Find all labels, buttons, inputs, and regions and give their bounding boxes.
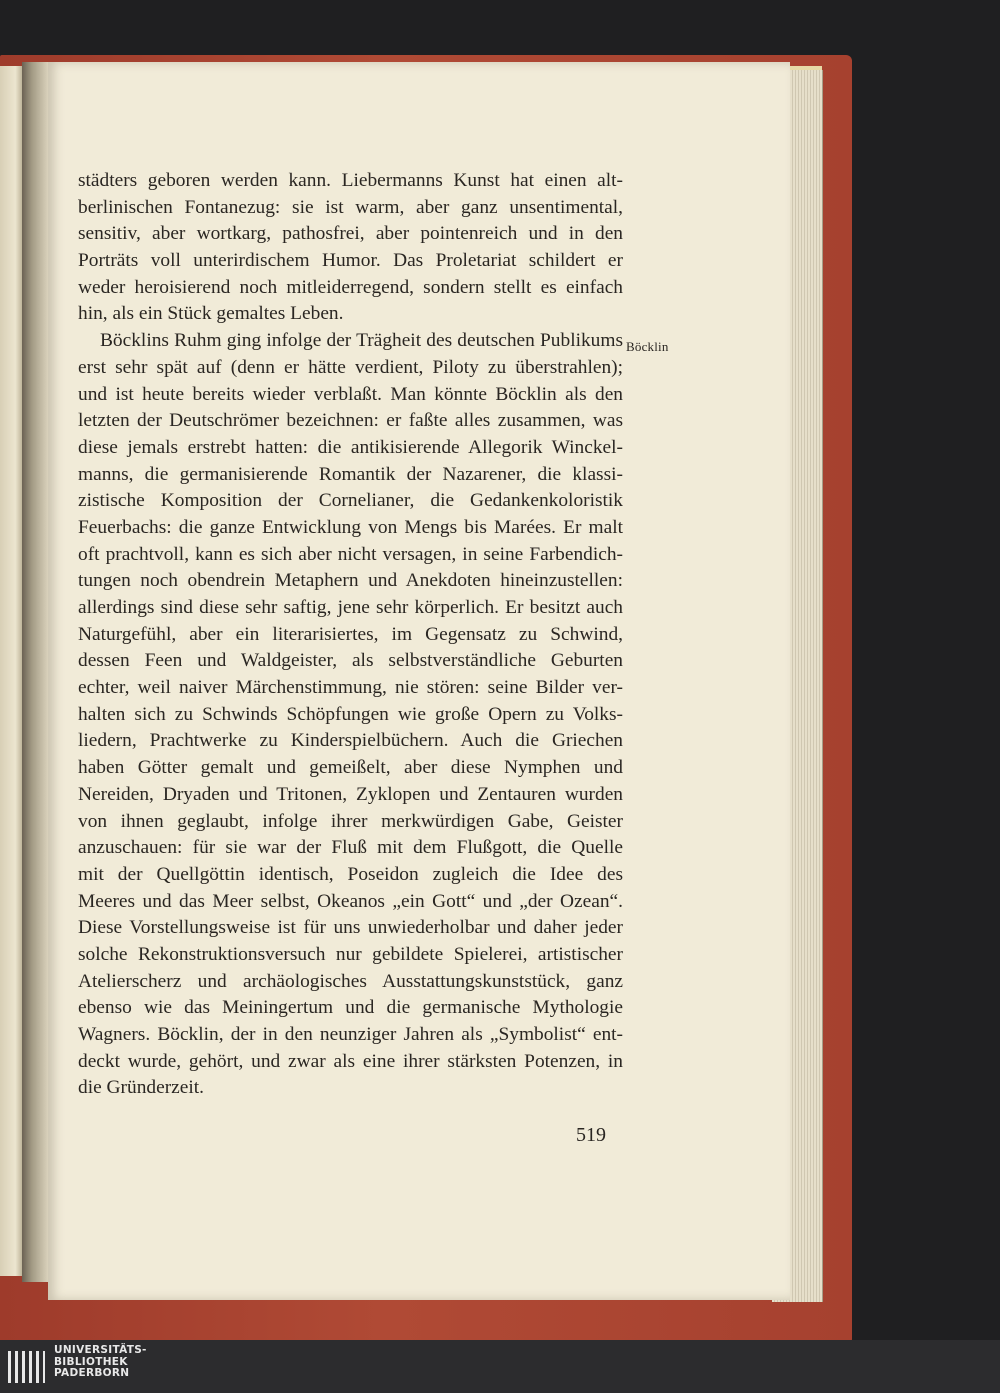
text-line: echter, weil naiver Märchenstimmung, nie stören: seine Bilder ver- <box>78 677 623 699</box>
logo-line: PADERBORN <box>54 1367 130 1379</box>
text-line: tungen noch obendrein Metaphern und Anekdoten hineinzustellen: <box>78 570 623 592</box>
text-line: Meeres und das Meer selbst, Okeanos „ein Gott“ und „der Ozean“. <box>78 890 623 912</box>
text-line: zistische Komposition der Cornelianer, die Gedankenkoloristik <box>78 490 623 512</box>
text-line: berlinischen Fontanezug: sie ist warm, aber ganz unsentimental, <box>78 196 623 218</box>
text-line: Diese Vorstellungsweise ist für uns unwiederholbar und daher jeder <box>78 917 623 939</box>
text-line: Nereiden, Dryaden und Tritonen, Zyklopen und Zentauren wurden <box>78 783 623 805</box>
marginal-note: Böcklin <box>626 339 669 354</box>
text-line: deckt wurde, gehört, und zwar als eine ihrer stärksten Potenzen, in <box>78 1050 623 1072</box>
logo-line: BIBLIOTHEK <box>54 1355 128 1368</box>
text-line: Feuerbachs: die ganze Entwicklung von Mengs bis Marées. Er malt <box>78 516 623 538</box>
text-line: manns, die germanisierende Romantik der Nazarener, die klassi- <box>78 463 623 485</box>
text-line: erst sehr spät auf (denn er hätte verdient, Piloty zu überstrahlen); <box>78 356 623 378</box>
book-gutter <box>22 62 50 1282</box>
left-page-edge <box>0 66 22 1276</box>
text-line: diese jemals erstrebt hatten: die antikisierende Allegorik Winckel- <box>78 436 623 458</box>
text-line: Böcklins Ruhm ging infolge der Trägheit des deutschen Publikums <box>100 330 623 352</box>
text-line: solche Rekonstruktionsversuch nur gebildete Spielerei, artistischer <box>78 943 623 965</box>
text-line: Naturgefühl, aber ein literarisiertes, im Gegensatz zu Schwind, <box>78 623 623 645</box>
text-line: Porträts voll unterirdischem Humor. Das Proletariat schildert er <box>78 250 623 272</box>
library-logo-icon <box>6 1347 46 1387</box>
text-line: anzuschauen: für sie war der Fluß mit dem Flußgott, die Quelle <box>78 837 623 859</box>
page-number: 519 <box>576 1124 606 1146</box>
text-line: oft prachtvoll, kann es sich aber nicht versagen, in seine Farbendich- <box>78 543 623 565</box>
text-line: liedern, Prachtwerke zu Kinderspielbüchern. Auch die Griechen <box>78 730 623 752</box>
text-line: letzten der Deutschrömer bezeichnen: er faßte alles zusammen, was <box>78 410 623 432</box>
text-line: halten sich zu Schwinds Schöpfungen wie große Opern zu Volks- <box>78 703 623 725</box>
text-line: haben Götter gemalt und gemeißelt, aber diese Nymphen und <box>78 757 623 779</box>
text-line: die Gründerzeit. <box>78 1077 204 1099</box>
body-text <box>78 168 623 1102</box>
text-line: mit der Quellgöttin identisch, Poseidon zugleich die Idee des <box>78 863 623 885</box>
text-line: hin, als ein Stück gemaltes Leben. <box>78 303 344 325</box>
logo-line: UNIVERSITÄTS- <box>54 1344 147 1356</box>
text-line: dessen Feen und Waldgeister, als selbstverständliche Geburten <box>78 650 623 672</box>
text-line: allerdings sind diese sehr saftig, jene sehr körperlich. Er besitzt auch <box>78 597 623 618</box>
text-line: städters geboren werden kann. Liebermanns Kunst hat einen alt- <box>78 170 623 191</box>
library-logo-text <box>54 1345 147 1380</box>
library-footer <box>0 1340 1000 1393</box>
text-line: sensitiv, aber wortkarg, pathosfrei, aber pointenreich und in den <box>78 223 623 245</box>
text-line: weder heroisierend noch mitleiderregend, sondern stellt es einfach <box>78 276 623 298</box>
text-line: Atelierscherz und archäologisches Ausstattungskunststück, ganz <box>78 970 623 992</box>
text-line: Wagners. Böcklin, der in den neunziger Jahren als „Symbolist“ ent- <box>78 1024 623 1045</box>
text-line: ebenso wie das Meiningertum und die germanische Mythologie <box>78 997 623 1019</box>
text-line: von ihnen geglaubt, infolge ihrer merkwürdigen Gabe, Geister <box>78 810 623 832</box>
text-line: und ist heute bereits wieder verblaßt. Man könnte Böcklin als den <box>78 383 623 405</box>
